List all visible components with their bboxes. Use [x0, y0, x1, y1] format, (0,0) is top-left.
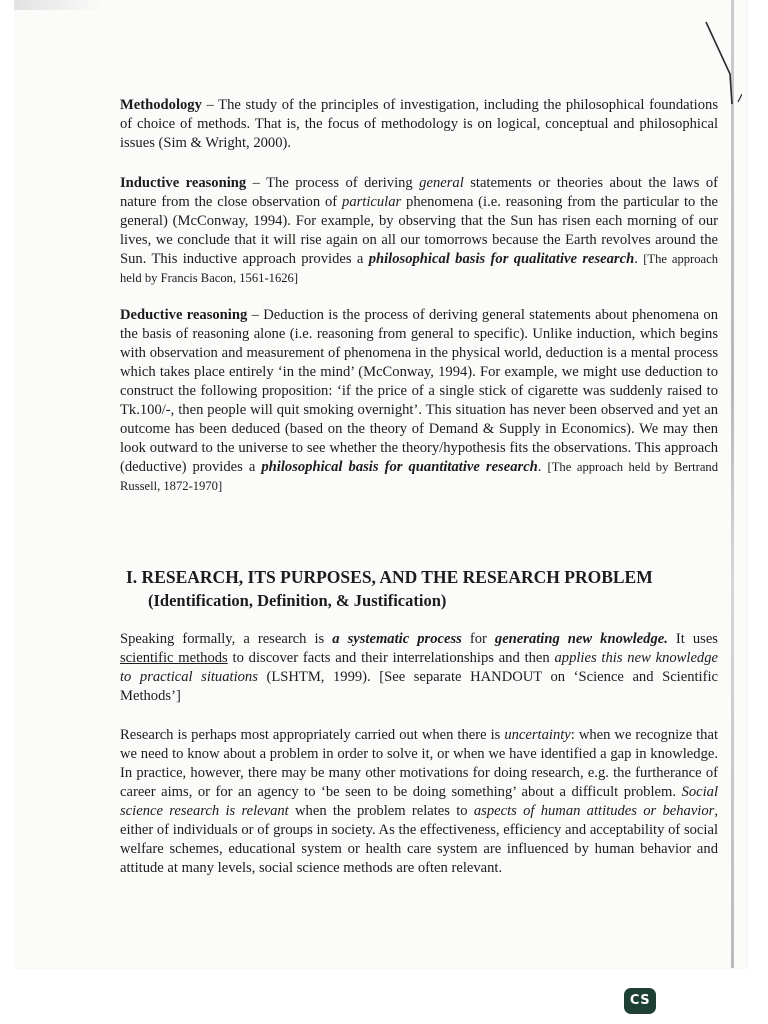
methodology-term: Methodology — [120, 97, 202, 113]
uncertainty-text-3: when the problem relates to — [288, 803, 474, 819]
inductive-text-3: phenomena (i.e. reasoning from the particular to the general) (McConway, 1994). For example, by observing that the Sun has risen each morning of our lives, we conclude that it will rise again on all our tomorrows because the Earth revolves around the Sun. This inductive approach provides a — [120, 194, 719, 267]
speaking-emphasis-knowledge: generating new knowledge. — [494, 631, 668, 647]
uncertainty-paragraph — [120, 726, 718, 878]
deductive-text-2: . — [537, 459, 548, 475]
speaking-emphasis-systematic: a systematic process — [332, 631, 462, 647]
page-edge-shadow — [731, 0, 734, 968]
inductive-emphasis-particular: particular — [342, 194, 402, 210]
uncertainty-text-2: : when we recognize that we need to know about a problem in order to solve it, or when we have identified a gap in knowledge. In practice, however, there may be many other motivations for doing research, e.g. the furtherance of career aims, or for an agency to ‘be seen to be doing something’ about a difficult problem. — [120, 727, 719, 800]
uncertainty-emphasis-uncertainty: uncertainty — [504, 727, 571, 743]
methodology-paragraph — [120, 96, 718, 153]
speaking-text-1: Speaking formally, a research is — [120, 631, 333, 647]
inductive-emphasis-qualitative: philosophical basis for qualitative research — [368, 251, 635, 267]
scientific-methods-underlined: scientific methods — [120, 650, 228, 666]
speaking-text-5: (LSHTM, 1999). [See separate HANDOUT on ‘Science and Scientific Methods’] — [120, 669, 718, 704]
speaking-emphasis-applies: applies this new knowledge to practical situations — [120, 650, 718, 685]
uncertainty-emphasis-aspects: aspects of human attitudes or behavior — [473, 803, 715, 819]
deductive-note: [The approach held by Bertrand Russell, 1872-1970] — [120, 460, 719, 493]
deductive-text-1: – Deduction is the process of deriving general statements about phenomena on the basis of reasoning alone (i.e. reasoning from general to specific). Unlike induction, which begins with observation and measurement of phenomena in the physical world, deduction is a mental process which takes place entirely ‘in the mind’ (McConway, 1994). For example, we might use deduction to construct the following proposition: ‘if the price of a single stick of cigarette was suddenly raised to Tk.100/-, then people will quit smoking overnight’. This situation has never been observed and yet an outcome has been deduced (based on the theory of Demand & Supply in Economics). We may then look outward to the universe to see whether the theory/hypothesis fits the observations. This approach (deductive) provides a — [120, 307, 718, 475]
inductive-term: Inductive reasoning — [120, 175, 247, 191]
inductive-note: [The approach held by Francis Bacon, 1561-1626] — [120, 252, 719, 285]
section-heading: I. RESEARCH, ITS PURPOSES, AND THE RESEARCH PROBLEM — [126, 567, 653, 587]
inductive-text-1: – The process of deriving — [246, 175, 420, 191]
speaking-paragraph — [120, 630, 718, 706]
speaking-text-4: to discover facts and their interrelationships and then — [227, 650, 555, 666]
deductive-emphasis-quantitative: philosophical basis for quantitative research — [261, 459, 538, 475]
inductive-paragraph — [120, 174, 718, 288]
speaking-text-3: It uses — [667, 631, 718, 647]
inductive-emphasis-general: general — [419, 175, 464, 191]
deductive-term: Deductive reasoning — [120, 307, 248, 323]
camscanner-logo-icon: CS — [624, 988, 656, 1014]
uncertainty-emphasis-relevant: Social science research is relevant — [120, 784, 718, 819]
uncertainty-text-4: , either of individuals or of groups in society. As the effectiveness, efficiency and acceptability of social welfare schemes, educational system or health care system are influenced by human behavior and attitude at many levels, social science methods are often relevant. — [120, 803, 718, 876]
speaking-text-2: for — [461, 631, 495, 647]
uncertainty-text-1: Research is perhaps most appropriately carried out when there is — [120, 727, 505, 743]
deductive-paragraph — [120, 306, 718, 496]
section-subheading: (Identification, Definition, & Justification) — [148, 591, 447, 610]
scan-smudge — [14, 0, 104, 10]
inductive-text-4: . — [634, 251, 644, 267]
methodology-text: – The study of the principles of investigation, including the philosophical foundations of choice of methods. That is, the focus of methodology is on logical, conceptual and philosophical issues (Sim & Wright, 2000). — [120, 97, 718, 151]
margin-pen-mark — [700, 18, 742, 108]
inductive-text-2: statements or theories about the laws of nature from the close observation of — [120, 175, 719, 210]
